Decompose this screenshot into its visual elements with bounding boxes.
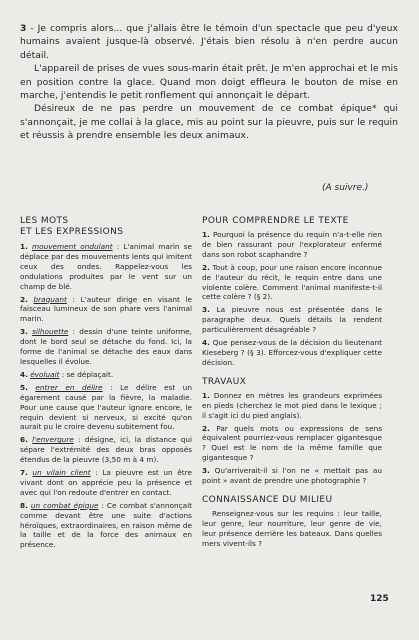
travaux-heading: TRAVAUX [202,376,247,387]
question-text: Donnez en mètres les grandeurs exprimées en pieds (cherchez le mot pied dans le lexique ; il s'agit ici du pied anglais). [202,390,382,420]
vocabulary-list [20,242,192,550]
comprendre-question [202,305,382,335]
vocab-definition: : Ce combat s'annonçait comme devant être une suite d'actions héroïques, extraordinaires, en raison même de la taille et de la force des animaux en présence. [20,500,192,550]
vocab-term: évoluait [30,369,60,379]
question-text: La pieuvre nous est présentée dans le paragraphe deux. Quels détails la rendent particulièrement désagréable ? [202,305,382,335]
vocab-item [20,370,192,380]
item-number: 4. [20,369,28,379]
comprendre-question [202,230,382,260]
item-number: 6. [20,435,28,445]
item-number: 2. [20,294,28,304]
narrative-paragraph-1: 3 - Je compris alors... que j'allais être le témoin d'un spectacle que peu d'yeux humains avaient jusque-là observé. J'étais bien résolu à n'en perdre aucun détail. [20,23,398,61]
page-number: 125 [370,594,389,604]
exercises-column [202,216,382,549]
question-text: Pourquoi la présence du requin n'a-t-elle rien de bien rassurant pour l'explorateur enfermé dans son robot scaphandre ? [202,230,382,259]
comprendre-list [202,230,382,368]
question-text: Qu'arriverait-il si l'on ne « mettait pas au point » avant de prendre une photographie ? [202,466,382,486]
vocab-item [20,327,192,367]
milieu-heading: CONNAISSANCE DU MILIEU [202,494,333,505]
vocab-item [20,242,192,292]
travaux-question [202,391,382,421]
item-number: 3. [20,327,28,337]
paragraph-number: 3 [20,23,27,34]
question-number: 3. [202,466,210,476]
question-number: 2. [202,262,210,272]
vocab-term: braquant [33,294,67,304]
question-number: 4. [202,338,210,348]
vocab-definition: : dessin d'une teinte uniforme, dont le bord seul se détache du fond. Ici, la forme de l'animal se détache des eaux dans lesquelles il évolue. [20,327,192,366]
question-text: Par quels mots ou expressions de sens équivalent pourriez-vous remplacer gigantesque ? Quel est le nom de la même famille que gigantesque ? [202,423,382,463]
vocab-definition: : Le délire est un égarement causé par la fièvre, la maladie. Pour une cause que l'auteur ignore encore, le requin devient si nerveux, si excité qu'on aurait pu le croire devenu subitement fou. [20,382,192,432]
question-text: Que pensez-vous de la décision du lieutenant Kieseberg ? (§ 3). Efforcez-vous d'expliquer cette décision. [202,338,383,367]
vocab-definition: : se déplaçait. [59,369,114,379]
item-number: 1. [20,242,28,251]
vocab-definition: : L'animal marin se déplace par des mouvements lents qui imitent ceux des ondes. Rappelez-vous les ondulations produites par le vent sur un champ de blé. [20,242,192,291]
item-number: 8. [20,500,28,510]
vocab-item [20,435,192,465]
travaux-question [202,424,382,464]
comprendre-question [202,338,382,368]
vocab-term: l'envergure [32,435,74,445]
comprendre-question [202,263,382,303]
vocabulary-column [20,216,192,553]
narrative-paragraph-2: L'appareil de prises de vues sous-marin était prêt. Je m'en approchai et le mis en position contre la glace. Quand mon doigt effleura le bouton de mise en marche, j'entendis le petit ronflement qui annonçait le départ. [20,63,398,102]
narrative-paragraph-3: Désireux de ne pas perdre un mouvement de ce combat épique* qui s'annonçait, je me collai à la glace, mis au point sur la pieuvre, puis sur le requin et réussis à prendre ensemble les deux animaux. [20,103,398,142]
question-number: 2. [202,423,210,433]
travaux-list [202,391,382,486]
vocab-term: silhouette [32,327,69,337]
vocab-item [20,383,192,433]
vocab-term: mouvement ondulant [32,242,113,251]
question-text: Tout à coup, pour une raison encore inconnue de l'auteur du récit, le requin entre dans une violente colère. Comment l'animal manifeste-t-il cette colère ? (§ 2). [202,262,382,302]
vocab-item [20,468,192,498]
vocab-definition: : désigne, ici, la distance qui sépare l'extrémité des deux bras opposés étendus de la pieuvre (3,50 m à 4 m). [20,435,193,465]
vocab-item [20,501,192,551]
narrative-text [20,22,398,143]
question-number: 3. [202,305,210,315]
vocab-item [20,295,192,325]
item-number: 5. [20,382,28,392]
vocab-term: un vilain client [32,468,91,478]
question-number: 1. [202,390,210,400]
vocab-definition: : L'auteur dirige en visant le faisceau lumineux de son phare vers l'animal marin. [20,294,192,324]
question-number: 1. [202,230,210,239]
vocab-term: entrer en délire [35,382,103,392]
vocabulary-heading: LES MOTS ET LES EXPRESSIONS [20,216,124,237]
milieu-text: Renseignez-vous sur les requins : leur taille, leur genre, leur nourriture, leur genre de vie, leur présence derrière les bateaux. Dans quelles mers vivent-ils ? [202,508,382,548]
comprendre-heading: POUR COMPRENDRE LE TEXTE [202,216,349,226]
to-be-continued: (A suivre.) [322,183,369,193]
travaux-question [202,466,382,486]
vocab-term: un combat épique [30,500,99,510]
item-number: 7. [20,468,28,478]
vocab-definition: : La pieuvre est un être vivant dont on apprécie peu la présence et avec qui l'on redoute d'entrer en contact. [20,468,192,497]
